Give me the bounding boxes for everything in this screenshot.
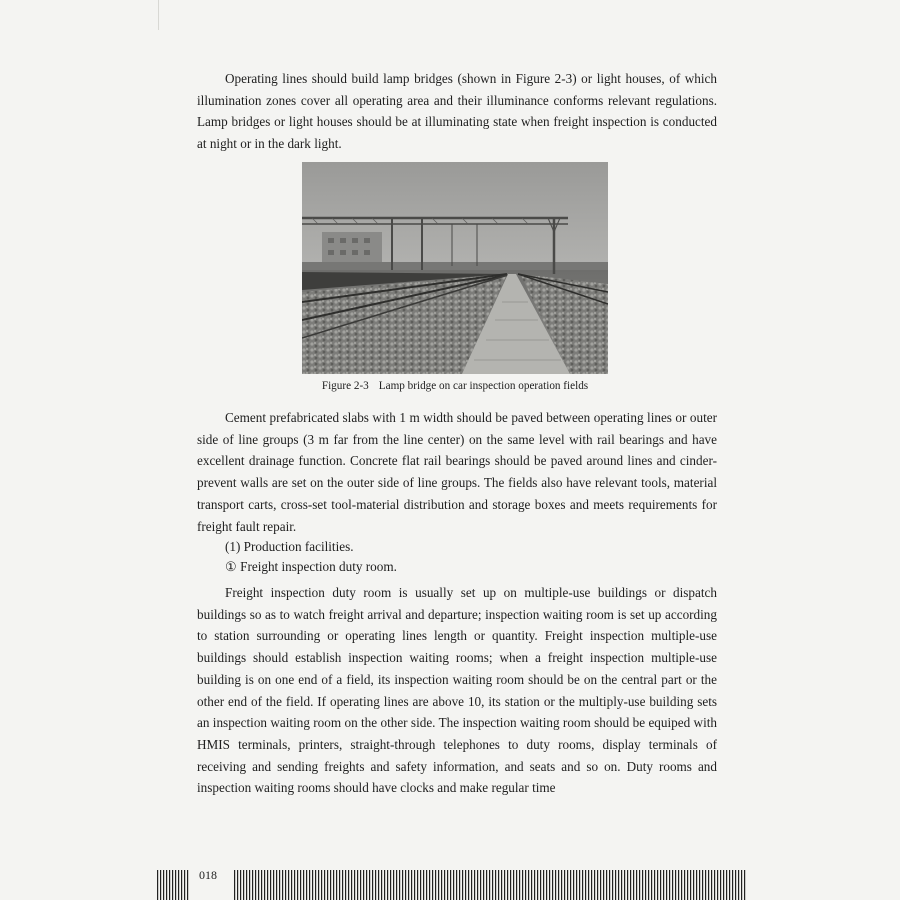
barcode-left [157,866,189,900]
paragraph-cement-slabs: Cement prefabricated slabs with 1 m width should be paved between operating lines or outer side of line groups (3 m far from the line center) on the same level with rail bearings and have excellent drainage function. Concrete flat rail bearings should be paved around lines and cinder-prevent walls are set on the outer side of line groups. The fields also have relevant tools, material transport carts, cross-set tool-material distribution and storage boxes and meets requirements for freight fault repair. [197,410,717,534]
paragraph-lamp-bridges: Operating lines should build lamp bridges (shown in Figure 2-3) or light houses, of which illumination zones cover all operating area and their illuminance conforms relevant regulations. Lamp bridges or light houses should be at illuminating state when freight inspection is conducted at night or in the dark light. [197,71,717,152]
barcode-right [234,866,746,900]
page-number: 018 [199,868,217,882]
heading-production-facilities: (1) Production facilities. [225,539,354,554]
page-footer [0,866,900,900]
figure-caption [302,378,608,394]
page-fold-line [158,0,159,30]
figure-number: Figure 2-3 [321,380,369,392]
paragraph-duty-room: Freight inspection duty room is usually set up on multiple-use buildings or dispatch buildings so as to watch freight arrival and departure; inspection waiting room is set up according to station surrounding or operating lines length or quantity. Freight inspection multiple-use buildings should establish inspection waiting rooms; when a freight inspection multiple-use building is on one end of a field, its inspection waiting room should be on the central part or the other end of the field. If operating lines are above 10, its station or the multiply-use building sets an inspection waiting room on the other side. The inspection waiting room should be equiped with HMIS terminals, printers, straight-through telephones to duty rooms, display terminals of receiving and sending freights and safety information, and seats and so on. Duty rooms and inspection waiting rooms should have clocks and make regular time [197,585,717,796]
figure-photo-lamp-bridge [302,162,608,374]
figure-title: Lamp bridge on car inspection operation fields [378,380,589,392]
heading-duty-room: ① Freight inspection duty room. [225,559,397,574]
